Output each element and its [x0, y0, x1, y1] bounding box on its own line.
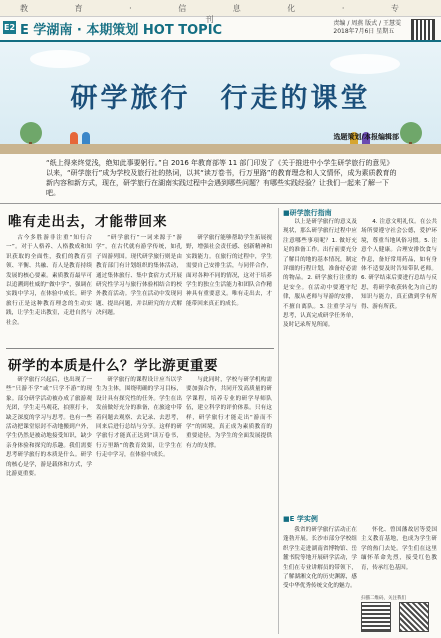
article-2-column-2	[96, 376, 182, 634]
example-column-1	[283, 526, 357, 634]
lead-paragraph: “纸上得来终觉浅，绝知此事要躬行。”自 2016 年教育部等 11 部门印发了《关于推进中小学生研学旅行的意见》以来，“研学旅行”成为学校及旅行社的热词，以其“读万卷书，行万里路”的教育理念和人文情怀，成为素质教育的新内容和新方式，现在，研学旅行在湖南实践过程中会遇到哪些问题？有哪些实践经验？让我们一起来了解一下吧。	[46, 159, 397, 197]
column-separator	[278, 208, 279, 634]
cloud-icon	[330, 54, 400, 74]
page-number: E2	[3, 23, 16, 32]
qr-code-icon	[399, 602, 429, 632]
paragraph: 4. 注意文明礼仪。在公共场所要遵守社会公德，爱护环境，尊重当地风俗习惯。5. 注意个人健康。合理安排饮食与作息，备好常用药品，如有身体不适要及时告知带队老师。6. 研学结束后要进行总结与反思，将研学收获转化为自己的知识与能力，真正做到学有所得、游有所获。	[361, 219, 437, 310]
article-1-column-1	[6, 234, 92, 344]
date-line: 2018年7月6日 星期五	[333, 28, 395, 35]
mid-rule	[6, 348, 274, 349]
qr-caption: 扫描二维码，关注我们	[361, 596, 406, 601]
tree-icon	[20, 122, 42, 144]
paragraph: 我省的研学旅行活动正在蓬勃开展。长沙市部分学校组织学生走进湖南省博物馆、岳麓书院等地开展研学活动，学生们在专业讲解员的带领下，了解湖湘文化的历史渊源，感受中华优秀传统文化的魅力。	[283, 527, 357, 590]
article-1-column-2	[96, 234, 182, 344]
paragraph: 研学旅行的课程设计应当以学生为主体，围绕明确的学习目标，设计具有探究性的任务。学生在出发前做好充分的准备，在旅途中带着问题去观察、去记录、去思考，回来后进行总结与分享。这样的研学旅行才能真正达到“读万卷书，行万里路”的教育效果，让学生在行走中学习，在体验中成长。	[96, 377, 182, 459]
banner-illustration	[0, 42, 441, 154]
example-section-head: ■E 学实例	[283, 515, 318, 523]
cloud-icon	[30, 50, 90, 68]
slogan: 教 育 · 信 息 化 · 专 刊	[20, 4, 421, 24]
example-column-2	[361, 526, 437, 600]
section-title: E 学湖南 · 本期策划 HOT TOPIC	[20, 23, 223, 38]
guide-section-head: ■研学旅行指南	[283, 209, 332, 217]
article-2-column-1	[6, 376, 92, 634]
guide-column-2	[361, 218, 437, 502]
paragraph: 以上是研学旅行的意义及现状，那么研学旅行过程中应注意哪些事项呢？1. 做好充足的准备工作。出行前要充分了解目的地的基本情况，制定详细的行程计划，准备好必需的物品。2. 研学旅行注重的是安全。在活动中要遵守纪律，服从老师与导游的安排，不擅自离队。3. 注重学习与思考，认真完成研学任务单，及时记录所见所闻。	[283, 219, 357, 329]
banner-byline: 选题策划/本报编辑部	[333, 133, 399, 141]
editor-line: 责编 / 周燕 版式 / 王慧雯	[333, 20, 401, 27]
article-2-title: 研学的本质是什么？学比游更重要	[8, 358, 218, 374]
paragraph: 研学旅行能够帮助学生拓展视野，增强社会责任感、创新精神和实践能力。在旅行的过程中，学生需要自己安排生活，与同伴合作，面对各种不同的情况，这对于培养学生的独立生活能力和团队合作精神具有重要意义。唯有走出去，才能带回来真正的成长。	[186, 235, 272, 307]
paragraph: “研学旅行”一词来源于“游学”，在古代就有游学传统，如孔子周游列国。现代研学旅行则是由教育部门有计划组织的集体活动，通过集体旅行、集中食宿方式开展研究性学习与旅行体验相结合的校外教育活动。学生在活动中发现问题、提出问题，并以研究的方式解决问题。	[96, 235, 182, 317]
paragraph: 古今多胜游非注重“知行合一”。对于人格养、人格教成和知识获取的全面性，我们的教育引领、平衡、共融、育人是教育持续发展的核心要素。素质教育最早可以追溯到杜威的“做中学”，强调在实践中学习，在体验中成长。研学旅行正是这种教育理念的生动实践，让学生走出教室，走进自然与社会。	[6, 235, 92, 326]
lead-rule	[0, 203, 441, 204]
article-2-column-3	[186, 376, 272, 634]
road	[0, 144, 441, 154]
paragraph: 研学旅行兴起后，也出现了一些“只游不学”或“只学不游”的现象。部分研学活动被办成了旅游观光团，学生走马观花，拍照打卡，缺乏深度的学习与思考。也有一些活动把课堂原封不动地搬到户外，学生仍然是被动地接受知识，缺少亲身体验和探究的乐趣。我们需要思考研学旅行的本质是什么。研学的核心是学，游是载体和方式，学比游更重要。	[6, 377, 92, 478]
qr-code-icon	[361, 602, 391, 632]
guide-column-1	[283, 218, 357, 502]
paragraph: 怀化、曾国藩故居等爱国主义教育基地，也成为学生研学的热门去处。学生们在这里缅怀革命先烈，接受红色教育，传承红色基因。	[361, 527, 437, 571]
article-1-column-3	[186, 234, 272, 344]
header-meta	[333, 20, 401, 36]
page-header	[0, 18, 441, 40]
banner-title: 研学旅行 行走的课堂	[70, 83, 371, 114]
paragraph: 与此同时，学校与研学机构需要加强合作，共同开发高质量的研学课程，培养专业的研学导师队伍，建立科学的评价体系。只有这样，研学旅行才能走出“游而不学”的困境，真正成为素质教育的重要途径，为学生的全面发展提供有力的支撑。	[186, 377, 272, 449]
tree-icon	[400, 122, 422, 144]
article-1-title: 唯有走出去，才能带回来	[8, 214, 168, 230]
